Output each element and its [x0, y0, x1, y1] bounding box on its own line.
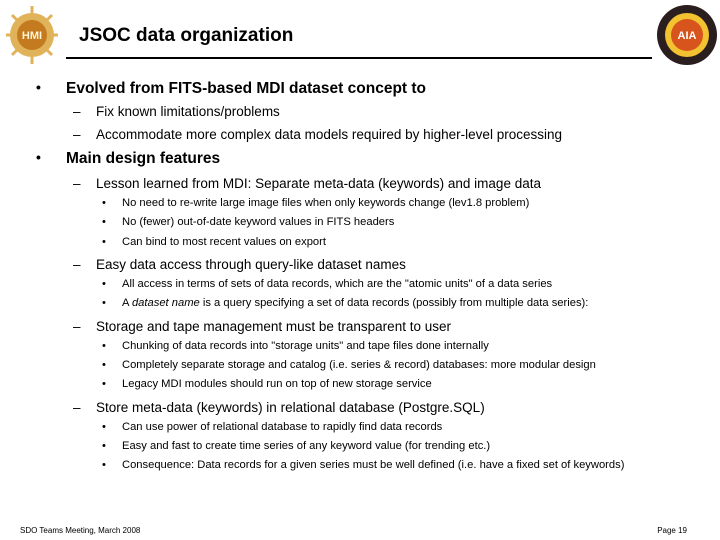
list-item	[102, 197, 530, 209]
dash-marker: –	[73, 257, 81, 272]
list-item	[102, 359, 596, 371]
dataset-name-term: dataset name	[131, 297, 200, 309]
footer-meeting: SDO Teams Meeting, March 2008	[20, 526, 141, 535]
list-item	[102, 278, 553, 290]
list-item-text: Can bind to most recent values on export	[122, 236, 326, 248]
list-item-text: No (fewer) out-of-date keyword values in FITS headers	[122, 216, 395, 228]
list-item	[102, 216, 395, 228]
bullet-marker: •	[102, 297, 106, 309]
list-item-text-prefix: A	[122, 297, 132, 309]
bullet-marker: •	[102, 340, 106, 352]
bullet-marker: •	[102, 459, 106, 471]
bullet-marker: •	[102, 378, 106, 390]
title-divider	[66, 57, 652, 59]
list-item	[102, 340, 489, 352]
bullet-marker: •	[102, 421, 106, 433]
list-item-text: Can use power of relational database to rapidly find data records	[122, 421, 443, 433]
subbullet-text: Easy data access through query-like dataset names	[96, 257, 406, 272]
list-item	[102, 236, 326, 248]
subbullet-text: Storage and tape management must be transparent to user	[96, 319, 451, 334]
list-item-text: Completely separate storage and catalog (i.e. series & record) databases: more modular design	[122, 359, 596, 371]
list-item-text: All access in terms of sets of data records, which are the "atomic units" of a data series	[122, 278, 553, 290]
list-item	[102, 440, 491, 452]
subbullet-accommodate	[73, 127, 562, 142]
subbullet-text: Fix known limitations/problems	[96, 104, 280, 119]
bullet-marker: •	[102, 216, 106, 228]
bullet-marker: •	[36, 79, 41, 95]
subbullet-text: Accommodate more complex data models required by higher-level processing	[96, 127, 562, 142]
list-item-text: Consequence: Data records for a given series must be well defined (i.e. have a fixed set of keywords)	[122, 459, 625, 471]
list-item	[102, 297, 589, 309]
dash-marker: –	[73, 319, 81, 334]
subbullet-easy-access	[73, 257, 406, 272]
bullet-marker: •	[102, 440, 106, 452]
subbullet-lesson-learned	[73, 176, 541, 191]
subbullet-storage-tape	[73, 319, 451, 334]
dash-marker: –	[73, 400, 81, 415]
list-item-text-suffix: is a query specifying a set of data records (possibly from multiple data series):	[199, 297, 589, 309]
dash-marker: –	[73, 176, 81, 191]
bullet-marker: •	[102, 197, 106, 209]
subbullet-text: Store meta-data (keywords) in relational database (Postgre.SQL)	[96, 400, 485, 415]
subbullet-fix-limitations	[73, 104, 280, 119]
list-item	[102, 421, 443, 433]
aia-logo-text: AIA	[677, 30, 697, 42]
hmi-logo-text: HMI	[21, 30, 43, 42]
bullet-main-design	[36, 149, 221, 168]
list-item-text: No need to re-write large image files when only keywords change (lev1.8 problem)	[122, 197, 530, 209]
list-item	[102, 459, 625, 471]
bullet-evolved	[36, 79, 427, 98]
dash-marker: –	[73, 127, 81, 142]
list-item	[102, 378, 432, 390]
bullet-text: Main design features	[66, 150, 221, 167]
list-item-text: Chunking of data records into "storage units" and tape files done internally	[122, 340, 489, 352]
list-item-text: Legacy MDI modules should run on top of new storage service	[122, 378, 432, 390]
subbullet-text: Lesson learned from MDI: Separate meta-data (keywords) and image data	[96, 176, 541, 191]
bullet-marker: •	[102, 359, 106, 371]
slide-title: JSOC data organization	[79, 25, 294, 46]
subbullet-store-metadata	[73, 400, 485, 415]
footer-page-number: Page 19	[657, 526, 687, 535]
hmi-logo	[4, 4, 60, 66]
bullet-marker: •	[36, 149, 41, 165]
dash-marker: –	[73, 104, 81, 119]
bullet-marker: •	[102, 236, 106, 248]
list-item-text: Easy and fast to create time series of any keyword value (for trending etc.)	[122, 440, 491, 452]
aia-logo	[656, 4, 718, 66]
bullet-text: Evolved from FITS-based MDI dataset concept to	[66, 80, 427, 97]
bullet-marker: •	[102, 278, 106, 290]
